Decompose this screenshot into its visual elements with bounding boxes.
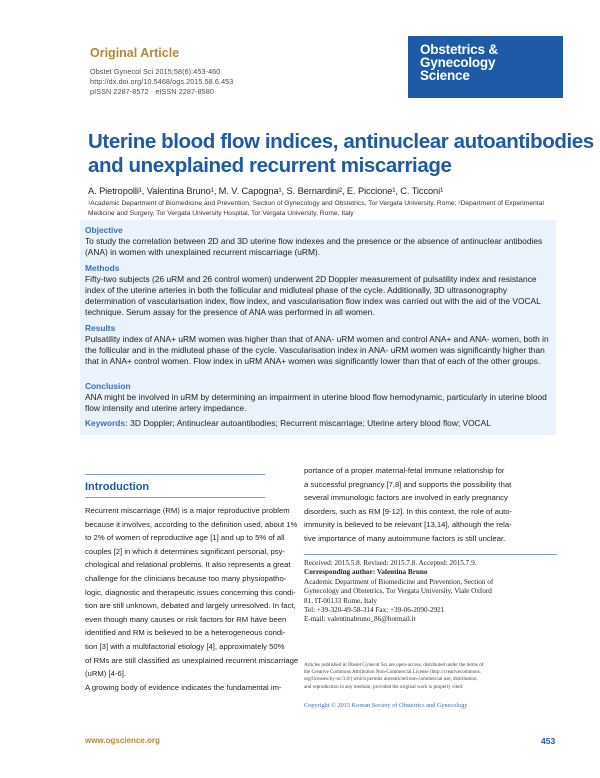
doi-link[interactable]: http://dx.doi.org/10.5468/ogs.2015.58.6.453 (90, 77, 234, 86)
methods-text: Fifty-two subjects (26 uRM and 26 control women) underwent 2D Doppler measurement of pulsatility index and resistance index of the uterine arteries in both the follicular and midluteal phase of the cycle. Additionally, 3D ultrasonography determination of vascularisation index, flow index, and vascularisation flow index was carried out with the aid of the VOCAL technique. Serum assay for the presence of ANA was performed in all women. (85, 274, 541, 317)
introduction-right-column (304, 464, 557, 546)
objective-text: To study the correlation between 2D and 3D uterine flow indexes and the presence or the absence of antinuclear antibodies (ANA) in women with unexplained recurrent miscarriage (uRM). (85, 236, 543, 257)
license-notice (304, 662, 557, 691)
keywords-label: Keywords: (85, 418, 128, 428)
email[interactable]: E-mail: valentinabruno_86@hotmail.it (304, 615, 416, 624)
license-line: the Creative Commons Attribution Non-Commercial License (http://creativecommons. (304, 669, 481, 676)
journal-logo (408, 36, 563, 98)
keywords-text: 3D Doppler; Antinuclear autoantibodies; Recurrent miscarriage; Uterine artery blood flow; VOCAL (130, 418, 491, 428)
phone-fax: Tel: +39-320-49-58-314 Fax: +39-06-2090-2921 (304, 606, 445, 615)
methods-heading: Methods (85, 263, 120, 273)
section-divider (85, 474, 265, 475)
objective-heading: Objective (85, 225, 123, 235)
address-line: Academic Department of Biomedicine and Prevention, Section of (304, 577, 494, 586)
footer-url-link[interactable]: www.ogscience.org (85, 736, 160, 745)
address-line: Gynecology and Obstetrics, Tor Vergata University, Viale Oxford (304, 587, 492, 596)
title-line: Uterine blood flow indices, antinuclear autoantibodies (88, 130, 594, 153)
text-line: of RMs are still classified as unexplained recurrent miscarriage (85, 655, 299, 665)
introduction-left-column (85, 504, 299, 694)
text-line: to 2% of women of reproductive age [1] and up to 5% of all (85, 533, 285, 543)
article-dates: Received: 2015.5.8. Revised: 2015.7.8. Accepted: 2015.7.9. (304, 559, 477, 567)
address-line: 81, IT-00133 Rome, Italy (304, 596, 377, 605)
conclusion-heading: Conclusion (85, 381, 131, 391)
keywords (85, 418, 491, 428)
article-title (88, 130, 594, 178)
article-info (304, 559, 557, 625)
journal-name-line: Obstetrics & (420, 42, 498, 57)
conclusion-text: ANA might be involved in uRM by determining an impairment in uterine blood flow hemodynamic, particularly in uterine blood flow intensity and uterine artery impedance. (85, 392, 547, 413)
text-line: chological and relational problems. It also represents a great (85, 560, 291, 570)
text-line: identified and RM is believed to be a heterogeneous condi- (85, 628, 286, 638)
license-line: and reproduction in any medium, provided the original work is properly cited. (304, 683, 464, 690)
article-type: Original Article (90, 46, 180, 60)
text-line: a successful pregnancy [7,8] and supports the possibility that (304, 479, 512, 489)
text-line: couples [2] in which it determines significant personal, psy- (85, 546, 285, 556)
introduction-heading: Introduction (85, 481, 150, 493)
text-line: disorders, such as RM [9-12]. In this context, the role of auto- (304, 506, 513, 516)
info-divider (304, 554, 557, 555)
text-line: portance of a proper maternal-fetal immune relationship for (304, 466, 505, 475)
citation: Obstet Gynecol Sci 2015;58(6):453-460 (90, 67, 221, 76)
text-line: A growing body of evidence indicates the fundamental im- (85, 682, 282, 692)
section-divider (85, 497, 265, 498)
text-line: logic, diagnostic and therapeutic issues concerning this condi- (85, 587, 296, 597)
text-line: immunity is believed to be relevant [13,14], although the rela- (304, 520, 512, 530)
license-line: org/licenses/by-nc/3.0/) which permits unrestricted non-commercial use, distribution, (304, 676, 478, 683)
journal-name-line: Science (420, 68, 470, 83)
text-line: tion are still unknown, debated and largely unresolved. In fact, (85, 601, 296, 611)
text-line: even though many causes or risk factors for RM have been (85, 614, 287, 624)
author-list: A. Pietropolli¹, Valentina Bruno¹, M. V. Capogna¹, S. Bernardini², E. Piccione¹, C. Ticconi¹ (88, 186, 444, 196)
copyright: Copyright © 2015 Korean Society of Obstetrics and Gynecology (304, 702, 468, 709)
page-number: 453 (541, 736, 556, 746)
results-heading: Results (85, 323, 116, 333)
issn: pISSN 2287-8572 · eISSN 2287-8580 (90, 87, 214, 96)
corresponding-author: Corresponding author: Valentina Bruno (304, 568, 428, 577)
text-line: Recurrent miscarriage (RM) is a major reproductive problem (85, 506, 290, 515)
text-line: challenge for the clinicians because too many physiopatho- (85, 573, 287, 583)
results-text: Pulsatility index of ANA+ uRM women was higher than that of ANA- uRM women and control ANA+ and ANA- women, both in the follicular and in the midluteal phase of the cycle. Vascularisation index in ANA- uRM women was significantly higher than that in ANA+ control women. Flow index in uRM ANA+ women was significantly lower than that of each of the other groups. (85, 334, 549, 366)
text-line: (uRM) [4-6]. (85, 669, 127, 679)
journal-name-line: Gynecology (420, 55, 496, 70)
text-line: tive importance of many autoimmune factors is still unclear. (304, 533, 506, 543)
title-line: and unexplained recurrent miscarriage (88, 154, 452, 177)
text-line: because it involves, according to the definition used, about 1% (85, 519, 298, 529)
license-line: Articles published in Obstet Gynecol Sci are open-access, distributed under the terms of (304, 662, 484, 668)
text-line: several immunologic factors are involved in early pregnancy (304, 493, 508, 503)
text-line: tion [3] with a multifactorial etiology [4], approximately 50% (85, 641, 285, 651)
affiliations: ¹Academic Department of Biomedicine and Prevention, Section of Gynecology and Obstetrics, Tor Vergata University, Rome; ²Department of Experimental Medicine and Surgery, Tor Vergata University Hospital, Tor Vergata University, Rome, Italy (88, 200, 544, 217)
